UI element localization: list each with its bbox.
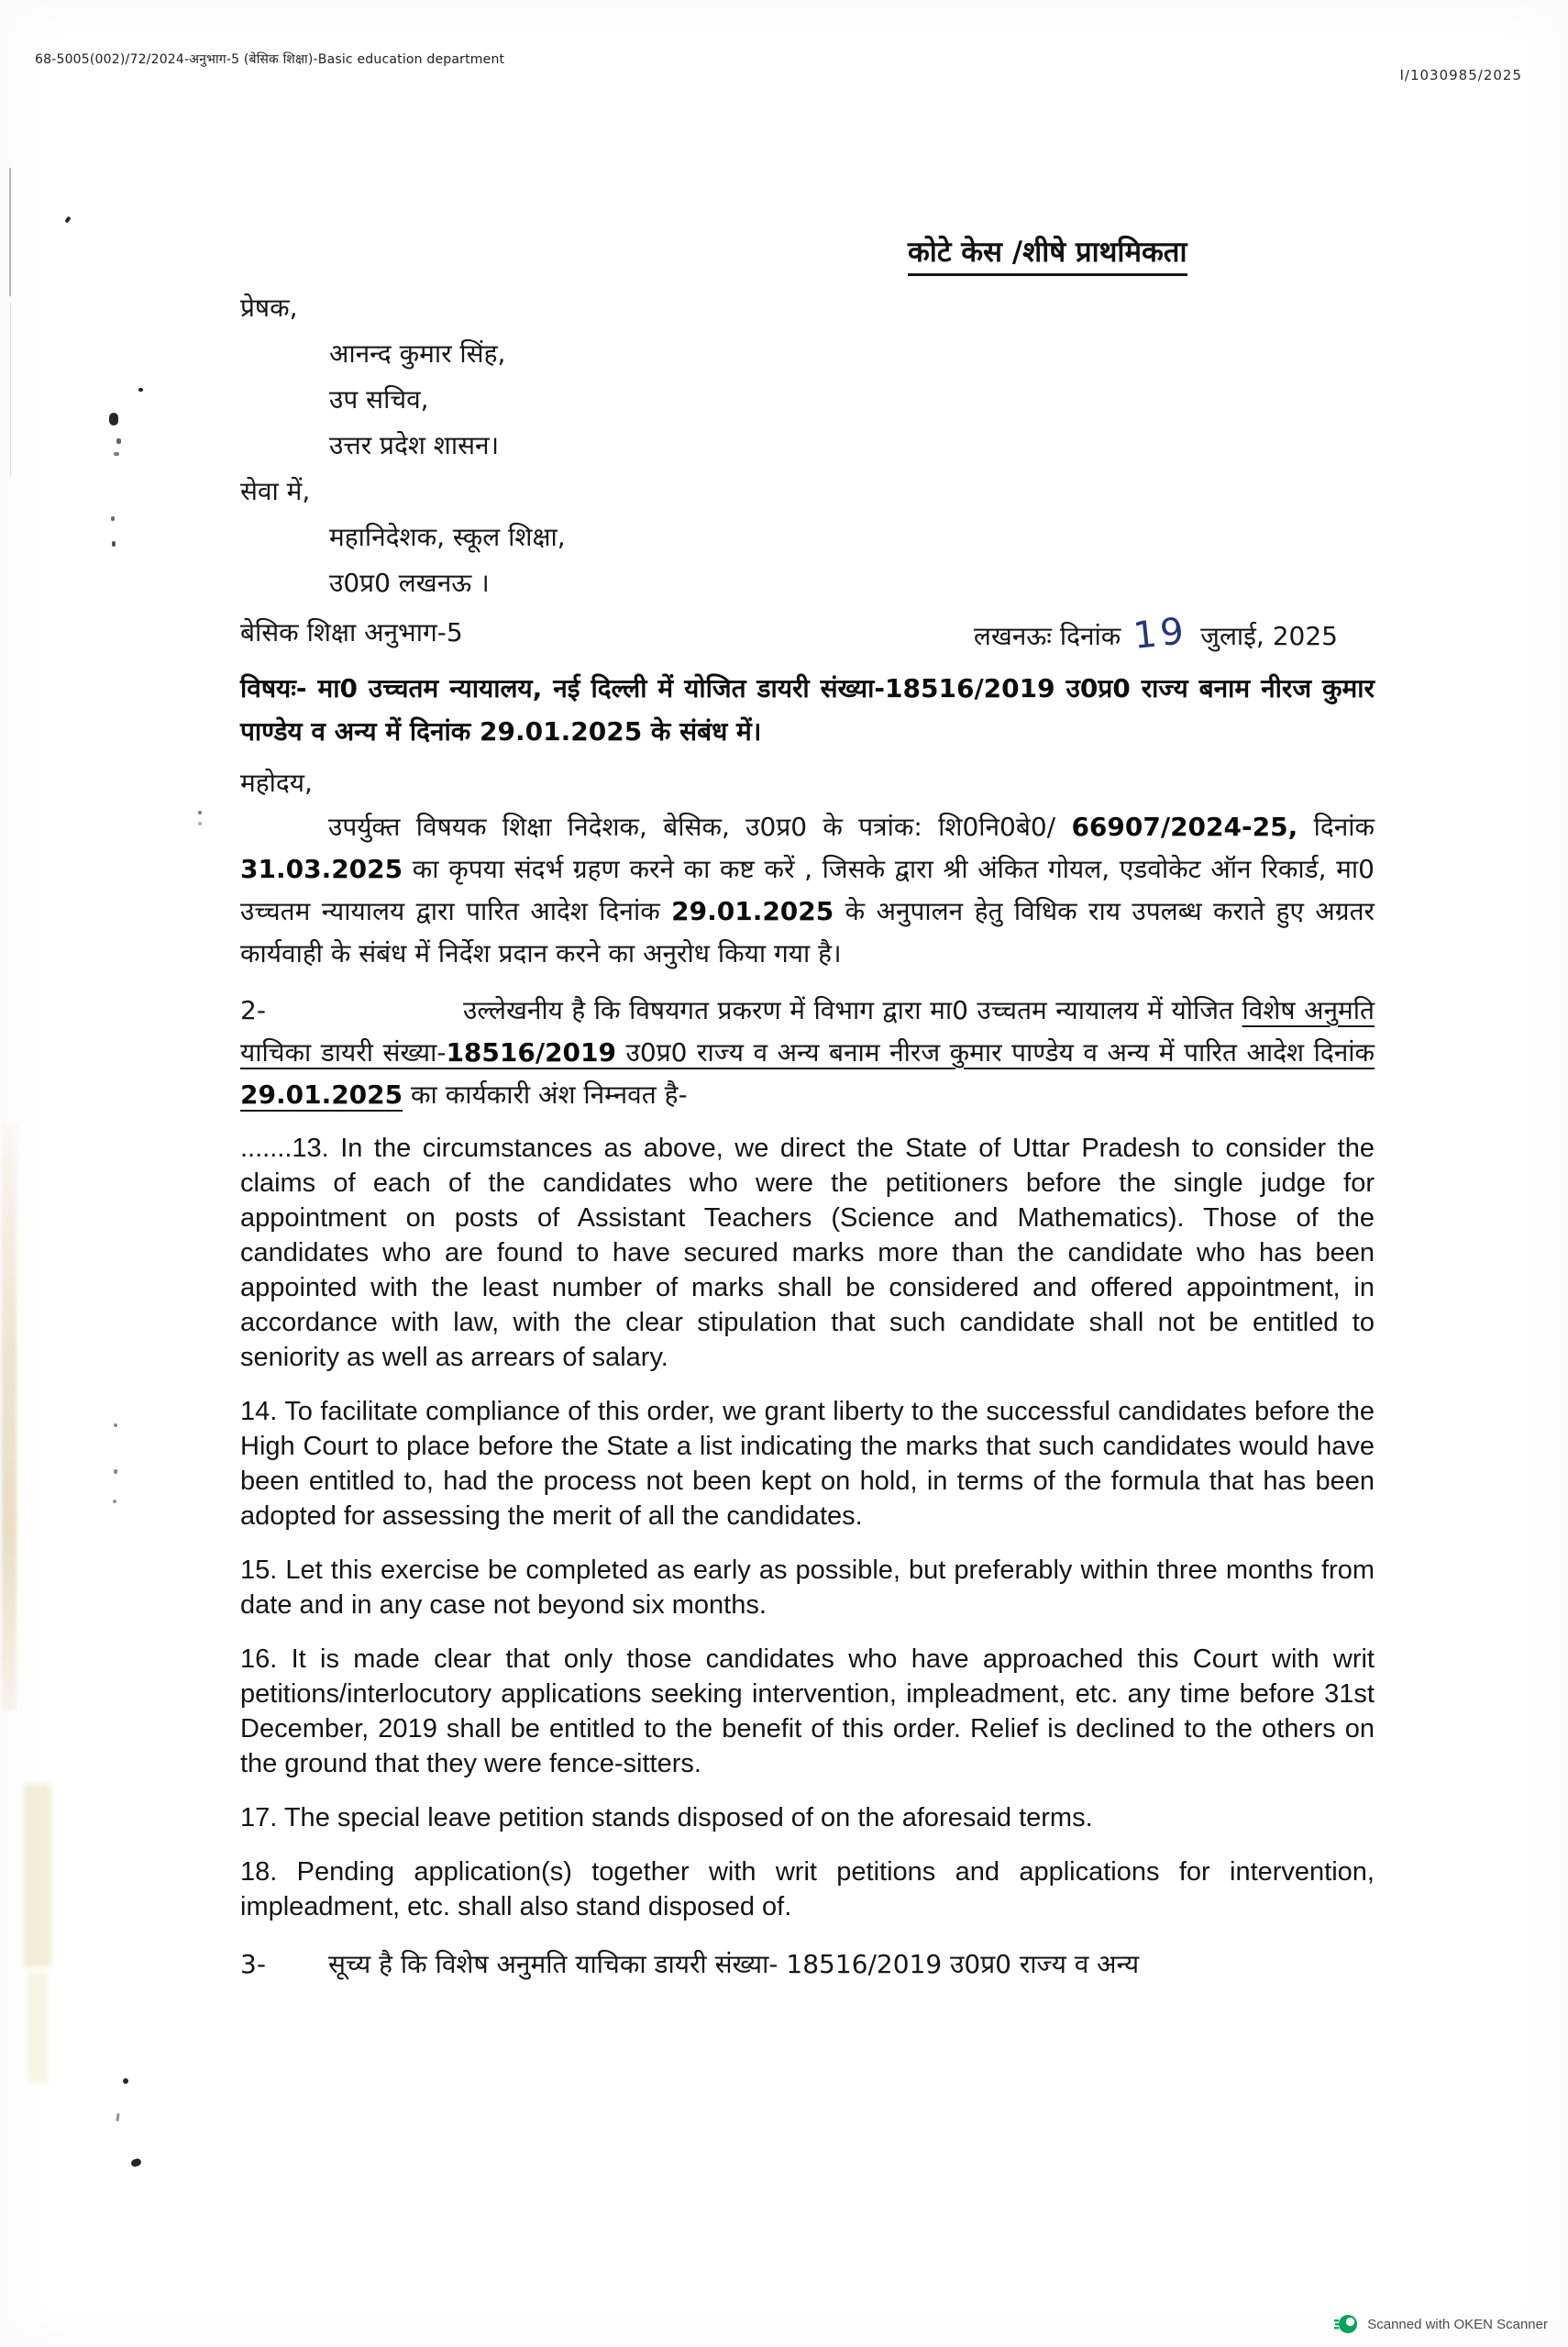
para1-letter-date: 31.03.2025 [240, 853, 403, 884]
para2-text: उल्लेखनीय है कि विषयगत प्रकरण में विभाग द्वारा मा0 उच्चतम न्यायालय में योजित [463, 994, 1242, 1025]
scan-artifact [9, 168, 11, 296]
date-rest: जुलाई, 2025 [1200, 620, 1338, 651]
scan-speck [114, 1423, 117, 1427]
sender-name: आनन्द कुमार सिंह, [329, 338, 506, 369]
title-row [908, 235, 1568, 276]
letter-body [240, 285, 1375, 1986]
page-header [0, 0, 1568, 83]
scan-speck [123, 2078, 128, 2084]
para1-text: का कृपया संदर्भ ग्रहण करने का कष्ट करें , जिसके द्वारा श्री अंकित गोयल, एडवोकेट ऑन रिकार्ड, मा0 उच्चतम न्यायालय द्वारा पारित आदेश दिनांक [240, 853, 1375, 926]
sender-designation: उप सचिव, [329, 383, 429, 415]
paragraph-1 [240, 806, 1375, 975]
page-title: कोटे केस /शीषे प्राथमिकता [908, 235, 1187, 276]
subject-line: विषयः- मा0 उच्चतम न्यायालय, नई दिल्ली में योजित डायरी संख्या-18516/2019 उ0प्र0 राज्य बनाम नीरज कुमार पाण्डेय व अन्य में दिनांक 29.01.2025 के संबंध में। [240, 672, 1375, 747]
para3-text: सूच्य है कि विशेष अनुमति याचिका डायरी संख्या- 18516/2019 उ0प्र0 राज्य व अन्य [328, 1948, 1140, 1979]
order-point-13: .......13. In the circumstances as above, we direct the State of Uttar Pradesh to consider the claims of each of the candidates who were the petitioners before the single judge for appointment on posts of Assistant Teachers (Science and Mathematics). Those of the candidates who are found to have secured marks more than the candidate who has been appointed with the least number of marks shall be considered and offered appointment, in accordance with law, with the clear stipulation that such candidate shall not be entitled to seniority as well as arrears of salary. [240, 1133, 1375, 1372]
scan-speck [116, 2113, 120, 2121]
scan-artifact [28, 1972, 48, 2082]
para1-text: के अनुपालन हेतु विधिक राय उपलब्ध कराते हुए अग्रतर कार्यवाही के संबंध में निर्देश प्रदान करने का अनुरोध किया गया है। [240, 895, 1375, 969]
sender-label: प्रेषक, [240, 292, 298, 323]
oken-scanner-logo-icon [1334, 2312, 1358, 2336]
paragraph-3 [240, 1943, 1375, 1986]
para2-text: का कार्यकारी अंश निम्नवत है- [403, 1079, 688, 1110]
order-point-14: 14. To facilitate compliance of this order, we grant liberty to the successful candidates before the High Court to place before the State a list indicating the marks that such candidates would have been entitled to, had the process not been kept on hold, in terms of the formula that has been adopted for assessing the merit of all the candidates. [240, 1396, 1375, 1531]
scan-speck [116, 438, 121, 444]
para1-text: उपर्युक्त विषयक शिक्षा निदेशक, बेसिक, उ0प्र0 के पत्रांक: शि0नि0बे0/ [328, 811, 1072, 842]
para1-text: दिनांक [1297, 811, 1375, 842]
scan-speck [130, 2157, 142, 2167]
para2-order-date: 29.01.2025 [240, 1079, 403, 1110]
paragraph-2 [240, 990, 1375, 1116]
para2-underlined-text: विशेष अनुमति याचिका डायरी संख्या- [240, 994, 1375, 1068]
para2-diary-number: 18516/2019 [446, 1036, 617, 1068]
scan-speck [114, 1469, 117, 1474]
scan-speck [64, 216, 71, 223]
para3-number: 3- [240, 1948, 266, 1979]
para2-underlined-text: उ0प्र0 राज्य व अन्य बनाम नीरज कुमार पाण्डेय व अन्य में पारित आदेश दिनांक [616, 1036, 1375, 1068]
order-point-16: 16. It is made clear that only those candidates who have approached this Court with writ petitions/interlocutory applications seeking intervention, impleadment, etc. any time before 31st December, 2019 shall be entitled to the benefit of this order. Relief is declined to the others on the ground that they were fence-sitters. [240, 1644, 1375, 1778]
scan-artifact [24, 1784, 51, 1967]
document-id: I/1030985/2025 [1399, 67, 1522, 83]
scan-speck [113, 1500, 116, 1503]
para1-order-date: 29.01.2025 [671, 895, 834, 926]
place-date-prefix: लखनऊः दिनांक [973, 620, 1121, 651]
scan-speck [112, 541, 116, 547]
scan-artifact [10, 303, 11, 477]
file-reference-number: 68-5005(002)/72/2024-अनुभाग-5 (बेसिक शिक्षा)-Basic education department [35, 52, 505, 67]
scan-speck [111, 516, 115, 521]
scan-speck [198, 811, 202, 814]
court-order-excerpt [240, 1131, 1375, 1924]
sender-organisation: उत्तर प्रदेश शासन। [329, 429, 500, 460]
section-date-row [240, 610, 1375, 659]
place-date [974, 610, 1338, 659]
scanner-watermark [1334, 2312, 1548, 2336]
para1-letter-number: 66907/2024-25, [1071, 811, 1298, 842]
para2-number: 2- [240, 994, 266, 1025]
order-point-15: 15. Let this exercise be completed as early as possible, but preferably within three months from date and in any case not beyond six months. [240, 1555, 1375, 1620]
scan-speck [109, 413, 118, 426]
order-point-18: 18. Pending application(s) together with writ petitions and applications for intervention, impleadment, etc. shall also stand disposed of. [240, 1856, 1375, 1921]
scan-speck [114, 452, 119, 456]
order-point-17: 17. The special leave petition stands disposed of on the aforesaid terms. [240, 1802, 1093, 1832]
scanner-watermark-label: Scanned with OKEN Scanner [1367, 2316, 1548, 2332]
section-name: बेसिक शिक्षा अनुभाग-5 [240, 616, 463, 648]
handwritten-day: 19 [1132, 609, 1190, 658]
recipient-place: उ0प्र0 लखनऊ । [329, 567, 490, 598]
salutation: महोदय, [240, 767, 313, 798]
recipient-label: सेवा में, [240, 475, 311, 506]
scan-artifact [2, 1124, 17, 1710]
scan-speck [138, 388, 143, 392]
recipient-designation: महानिदेशक, स्कूल शिक्षा, [329, 521, 566, 552]
